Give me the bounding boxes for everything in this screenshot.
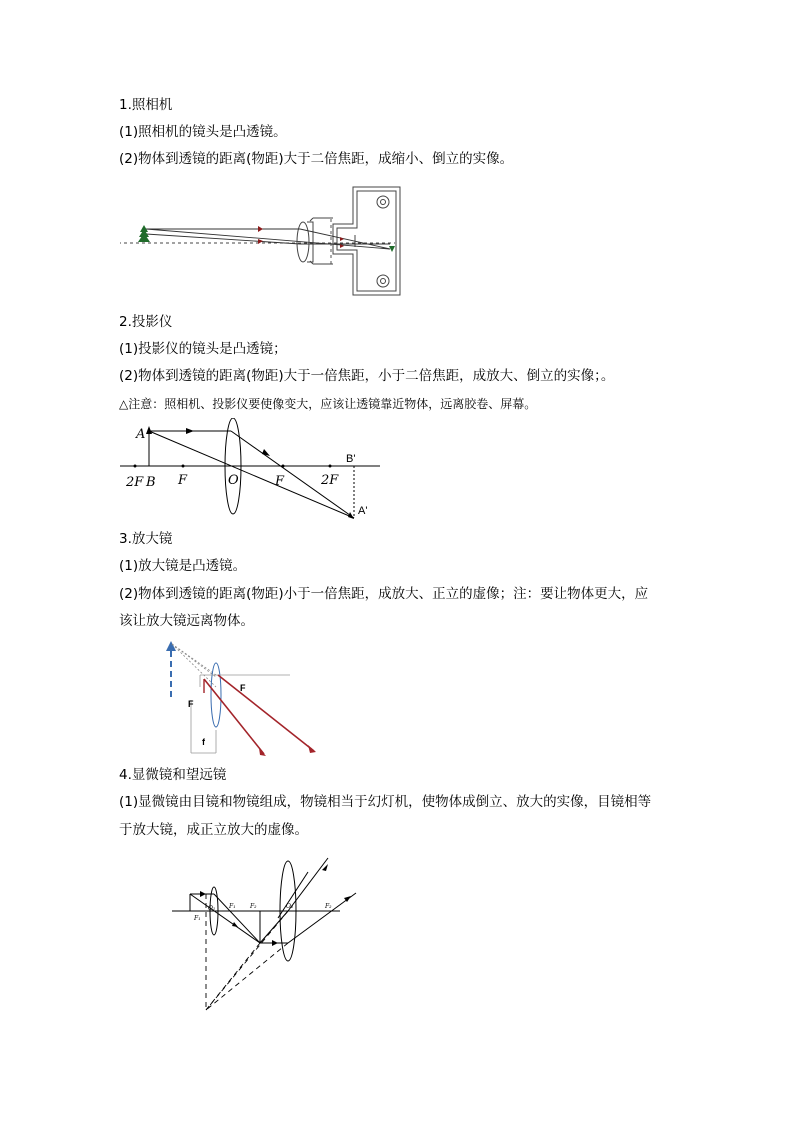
label-F-top: F [240, 683, 246, 693]
label-A-prime: A' [358, 505, 368, 517]
label-F-left: F [178, 473, 188, 488]
label-F2-b: F₂ [325, 903, 332, 910]
label-B: B [146, 475, 156, 490]
section-4-heading: 4.显微镜和望远镜 [119, 767, 227, 783]
label-O: O [228, 473, 239, 488]
label-F1-a: F₁ [194, 915, 201, 922]
label-2F-right: 2F [321, 473, 339, 488]
microscope-diagram [168, 838, 360, 1016]
projector-diagram [118, 418, 380, 520]
magnifier-diagram [160, 635, 320, 757]
label-F-left: F [188, 699, 194, 709]
label-F1-b: F₁ [229, 903, 236, 910]
section-1-line-1: (1)照相机的镜头是凸透镜。 [119, 124, 287, 140]
section-1-heading: 1.照相机 [119, 97, 173, 113]
camera-diagram [120, 184, 410, 300]
label-A: A [136, 427, 146, 442]
section-4-line-1: (1)显微镜由目镜和物镜组成，物镜相当于幻灯机，使物体成倒立、放大的实像，目镜相等 [119, 794, 652, 810]
label-F2-a: F₂ [250, 903, 257, 910]
label-B-prime: B' [346, 453, 356, 465]
section-1-line-2: (2)物体到透镜的距离(物距)大于二倍焦距，成缩小、倒立的实像。 [119, 151, 514, 167]
section-2-heading: 2.投影仪 [119, 314, 173, 330]
label-f: f [202, 737, 205, 747]
section-3-line-1: (1)放大镜是凸透镜。 [119, 558, 247, 574]
section-2-line-2: (2)物体到透镜的距离(物距)大于一倍焦距，小于二倍焦距，成放大、倒立的实像；。 [119, 368, 615, 384]
section-3-heading: 3.放大镜 [119, 531, 173, 547]
section-2-line-1: (1)投影仪的镜头是凸透镜； [119, 341, 287, 357]
section-3-line-2: (2)物体到透镜的距离(物距)小于一倍焦距，成放大、正立的虚像；注：要让物体更大，应 [119, 586, 649, 602]
section-2-note: △注意：照相机、投影仪要使像变大，应该让透镜靠近物体，远离胶卷、屏幕。 [119, 397, 537, 411]
section-3-line-3: 该让放大镜远离物体。 [119, 613, 254, 629]
label-O2: O₂ [286, 903, 294, 910]
section-4-line-2: 于放大镜，成正立放大的虚像。 [119, 822, 308, 838]
label-O1: O₁ [208, 905, 216, 912]
label-2F-left: 2F [126, 475, 144, 490]
label-F-right: F [275, 474, 285, 489]
